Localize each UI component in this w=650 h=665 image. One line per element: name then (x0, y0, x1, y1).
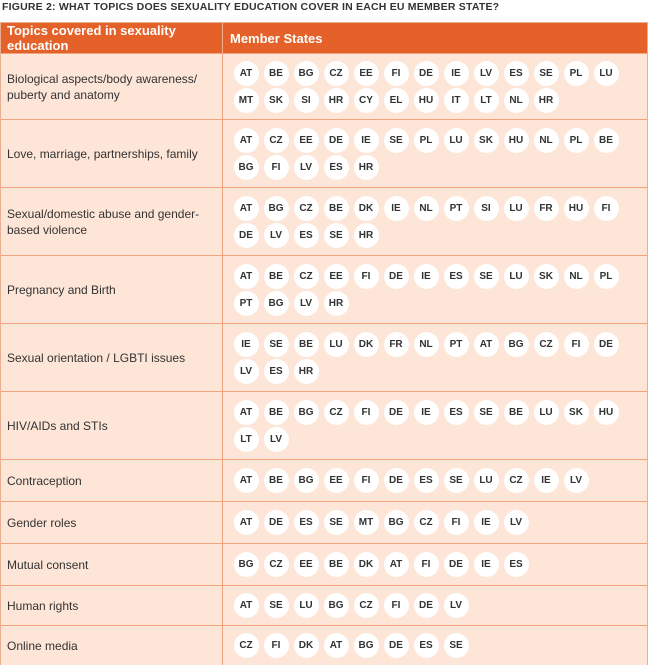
country-badge: SE (444, 633, 469, 658)
country-badge: LV (564, 468, 589, 493)
country-badge: SE (474, 400, 499, 425)
country-badge: BE (504, 400, 529, 425)
country-badge: CZ (504, 468, 529, 493)
country-badge: PT (444, 196, 469, 221)
country-badge: SE (264, 332, 289, 357)
table-header (1, 23, 647, 53)
country-badge: BE (594, 128, 619, 153)
member-states-list (223, 324, 647, 391)
table-row (1, 119, 647, 187)
country-badge: SK (564, 400, 589, 425)
country-badge: DE (414, 593, 439, 618)
country-badge: ES (324, 155, 349, 180)
country-badge: FI (354, 400, 379, 425)
table-row (1, 323, 647, 391)
table-row (1, 501, 647, 543)
topic-label: HIV/AIDs and STIs (1, 392, 223, 459)
country-badge: PT (444, 332, 469, 357)
country-badge: BG (384, 510, 409, 535)
country-badge: SE (534, 61, 559, 86)
country-badge: EE (324, 264, 349, 289)
table-body (1, 53, 647, 665)
country-badge: LU (444, 128, 469, 153)
country-badge: HU (414, 88, 439, 113)
country-badge: DE (234, 223, 259, 248)
country-badge: LU (324, 332, 349, 357)
member-states-list (223, 544, 647, 585)
country-badge: FI (354, 468, 379, 493)
country-badge: HU (564, 196, 589, 221)
country-badge: IT (444, 88, 469, 113)
table-row (1, 53, 647, 119)
country-badge: CZ (294, 196, 319, 221)
member-states-list (223, 460, 647, 501)
country-badge: DE (324, 128, 349, 153)
country-badge: NL (564, 264, 589, 289)
country-badge: HR (294, 359, 319, 384)
country-badge: ES (414, 468, 439, 493)
member-states-list (223, 188, 647, 255)
country-badge: AT (234, 61, 259, 86)
country-badge: FI (264, 155, 289, 180)
member-states-list (223, 502, 647, 543)
country-badge: ES (444, 400, 469, 425)
country-badge: LU (504, 264, 529, 289)
country-badge: LV (234, 359, 259, 384)
country-badge: AT (234, 468, 259, 493)
table-row (1, 625, 647, 665)
country-badge: ES (294, 510, 319, 535)
country-badge: BG (264, 196, 289, 221)
country-badge: AT (324, 633, 349, 658)
country-badge: DE (264, 510, 289, 535)
country-badge: MT (234, 88, 259, 113)
country-badge: DE (594, 332, 619, 357)
country-badge: ES (264, 359, 289, 384)
country-badge: LV (444, 593, 469, 618)
country-badge: CY (354, 88, 379, 113)
country-badge: LU (534, 400, 559, 425)
topic-label: Love, marriage, partnerships, family (1, 120, 223, 187)
country-badge: BG (504, 332, 529, 357)
country-badge: FI (384, 593, 409, 618)
country-badge: EE (294, 552, 319, 577)
table-row (1, 459, 647, 501)
country-badge: BE (324, 196, 349, 221)
country-badge: CZ (354, 593, 379, 618)
country-badge: DE (414, 61, 439, 86)
country-badge: PL (564, 128, 589, 153)
country-badge: SK (264, 88, 289, 113)
country-badge: IE (234, 332, 259, 357)
country-badge: HR (534, 88, 559, 113)
country-badge: ES (414, 633, 439, 658)
country-badge: AT (384, 552, 409, 577)
country-badge: AT (234, 196, 259, 221)
member-states-list (223, 626, 647, 665)
country-badge: SE (474, 264, 499, 289)
country-badge: IE (534, 468, 559, 493)
country-badge: AT (234, 593, 259, 618)
country-badge: NL (504, 88, 529, 113)
member-states-list (223, 392, 647, 459)
country-badge: DK (354, 552, 379, 577)
country-badge: PL (564, 61, 589, 86)
country-badge: PT (234, 291, 259, 316)
country-badge: HU (594, 400, 619, 425)
country-badge: SE (444, 468, 469, 493)
country-badge: BG (234, 552, 259, 577)
country-badge: CZ (534, 332, 559, 357)
member-states-list (223, 120, 647, 187)
country-badge: LT (234, 427, 259, 452)
table-row (1, 255, 647, 323)
country-badge: LV (294, 155, 319, 180)
country-badge: AT (234, 264, 259, 289)
country-badge: DE (384, 264, 409, 289)
country-badge: DK (294, 633, 319, 658)
country-badge: SI (294, 88, 319, 113)
country-badge: CZ (264, 552, 289, 577)
country-badge: SE (324, 223, 349, 248)
country-badge: DE (384, 468, 409, 493)
figure-title: FIGURE 2: WHAT TOPICS DOES SEXUALITY EDUCATION COVER IN EACH EU MEMBER STATE? (2, 1, 500, 13)
country-badge: CZ (414, 510, 439, 535)
country-badge: NL (414, 332, 439, 357)
table-row (1, 391, 647, 459)
country-badge: HR (354, 155, 379, 180)
country-badge: CZ (234, 633, 259, 658)
country-badge: SE (324, 510, 349, 535)
country-badge: IE (414, 400, 439, 425)
country-badge: ES (504, 552, 529, 577)
topic-label: Gender roles (1, 502, 223, 543)
table-row (1, 585, 647, 625)
country-badge: CZ (324, 61, 349, 86)
topic-label: Online media (1, 626, 223, 665)
country-badge: BE (264, 61, 289, 86)
country-badge: FR (384, 332, 409, 357)
country-badge: BE (264, 400, 289, 425)
country-badge: BG (294, 61, 319, 86)
country-badge: ES (504, 61, 529, 86)
topic-label: Mutual consent (1, 544, 223, 585)
country-badge: IE (474, 552, 499, 577)
country-badge: DE (384, 400, 409, 425)
country-badge: BG (264, 291, 289, 316)
country-badge: EE (324, 468, 349, 493)
country-badge: ES (294, 223, 319, 248)
topic-label: Sexual orientation / LGBTI issues (1, 324, 223, 391)
country-badge: SK (534, 264, 559, 289)
country-badge: CZ (324, 400, 349, 425)
member-states-list (223, 586, 647, 625)
country-badge: SI (474, 196, 499, 221)
country-badge: HR (324, 88, 349, 113)
country-badge: SE (384, 128, 409, 153)
country-badge: PL (414, 128, 439, 153)
country-badge: CZ (264, 128, 289, 153)
country-badge: MT (354, 510, 379, 535)
country-badge: AT (474, 332, 499, 357)
country-badge: LV (264, 427, 289, 452)
header-member-states-column: Member States (230, 30, 323, 46)
country-badge: BE (324, 552, 349, 577)
country-badge: HR (324, 291, 349, 316)
country-badge: FI (444, 510, 469, 535)
country-badge: BG (234, 155, 259, 180)
country-badge: IE (444, 61, 469, 86)
topic-label: Biological aspects/body awareness/ puberty and anatomy (1, 54, 223, 119)
country-badge: EL (384, 88, 409, 113)
country-badge: LU (294, 593, 319, 618)
country-badge: IE (354, 128, 379, 153)
country-badge: IE (384, 196, 409, 221)
country-badge: DE (444, 552, 469, 577)
country-badge: DK (354, 332, 379, 357)
topic-label: Pregnancy and Birth (1, 256, 223, 323)
country-badge: BG (354, 633, 379, 658)
country-badge: NL (534, 128, 559, 153)
country-badge: FR (534, 196, 559, 221)
country-badge: EE (354, 61, 379, 86)
country-badge: CZ (294, 264, 319, 289)
country-badge: FI (384, 61, 409, 86)
country-badge: EE (294, 128, 319, 153)
country-badge: BG (324, 593, 349, 618)
country-badge: AT (234, 400, 259, 425)
country-badge: PL (594, 264, 619, 289)
country-badge: FI (594, 196, 619, 221)
member-states-list (223, 54, 647, 119)
country-badge: FI (354, 264, 379, 289)
country-badge: LV (504, 510, 529, 535)
country-badge: FI (264, 633, 289, 658)
country-badge: LU (504, 196, 529, 221)
country-badge: LU (594, 61, 619, 86)
country-badge: BG (294, 468, 319, 493)
country-badge: LT (474, 88, 499, 113)
topic-label: Human rights (1, 586, 223, 625)
country-badge: BE (294, 332, 319, 357)
country-badge: BE (264, 264, 289, 289)
country-badge: IE (474, 510, 499, 535)
country-badge: SE (264, 593, 289, 618)
country-badge: FI (414, 552, 439, 577)
topic-label: Contraception (1, 460, 223, 501)
topic-label: Sexual/domestic abuse and gender-based violence (1, 188, 223, 255)
country-badge: HR (354, 223, 379, 248)
country-badge: LU (474, 468, 499, 493)
country-badge: LV (474, 61, 499, 86)
member-states-list (223, 256, 647, 323)
country-badge: FI (564, 332, 589, 357)
country-badge: DE (384, 633, 409, 658)
country-badge: AT (234, 510, 259, 535)
topics-table (0, 22, 648, 665)
country-badge: ES (444, 264, 469, 289)
header-topic-column: Topics covered in sexuality education (1, 23, 223, 53)
country-badge: NL (414, 196, 439, 221)
country-badge: BE (264, 468, 289, 493)
country-badge: SK (474, 128, 499, 153)
table-row (1, 543, 647, 585)
country-badge: BG (294, 400, 319, 425)
country-badge: DK (354, 196, 379, 221)
country-badge: LV (264, 223, 289, 248)
country-badge: IE (414, 264, 439, 289)
table-row (1, 187, 647, 255)
country-badge: LV (294, 291, 319, 316)
country-badge: AT (234, 128, 259, 153)
country-badge: HU (504, 128, 529, 153)
